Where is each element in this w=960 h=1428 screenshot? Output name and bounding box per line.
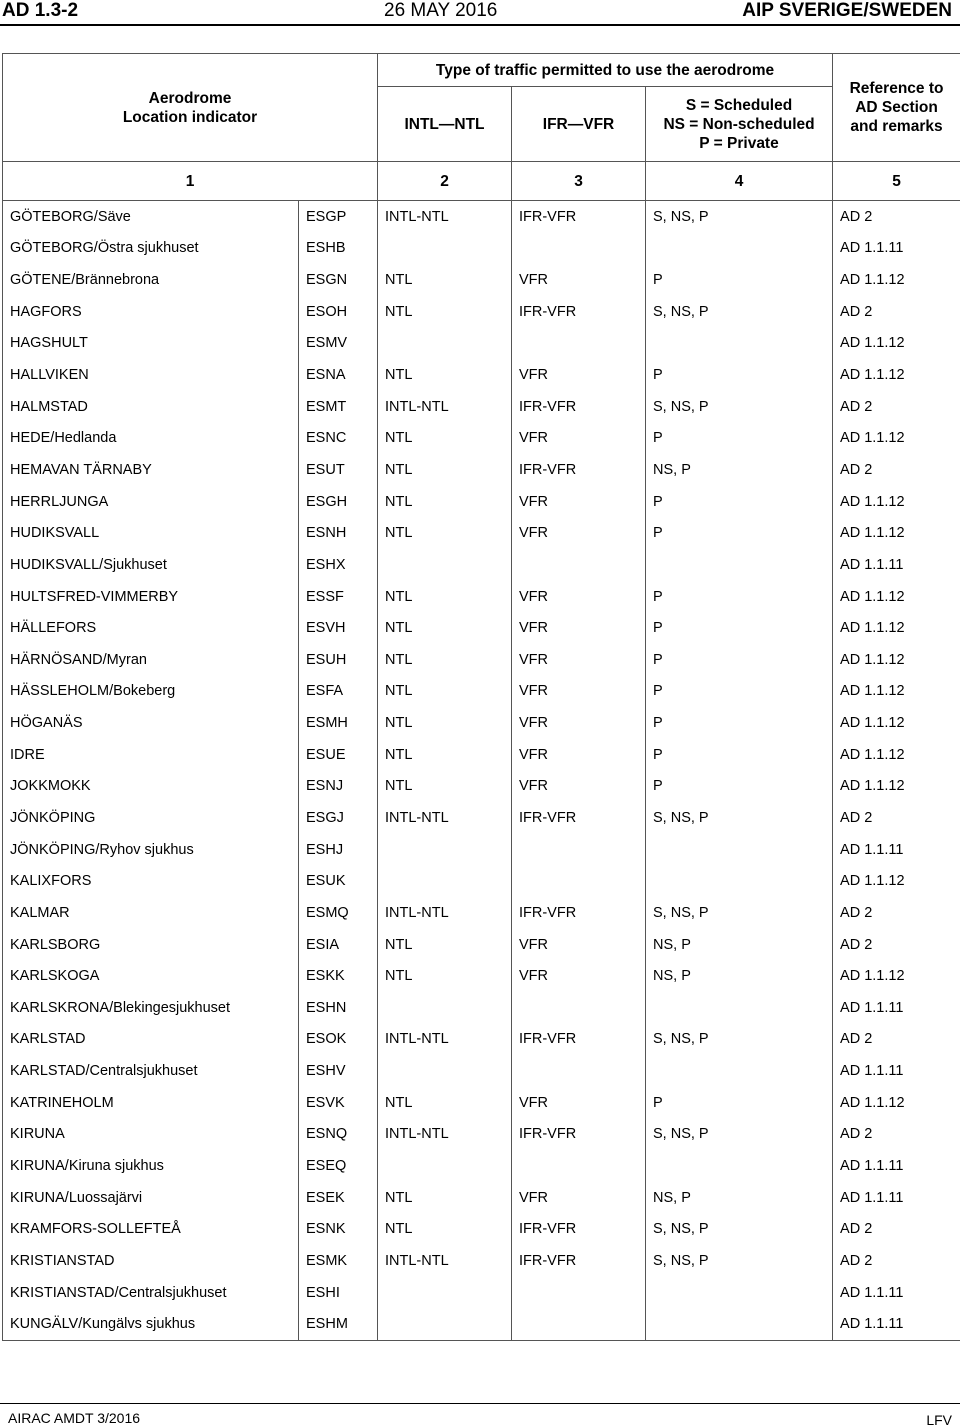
aerodrome-name-cell: HEDE/Hedlanda xyxy=(3,422,299,454)
reference-cell: AD 1.1.12 xyxy=(833,644,960,676)
col3-header: IFR—VFR xyxy=(512,87,646,162)
traffic-type-cell: P xyxy=(646,707,833,739)
location-indicator-cell: ESHV xyxy=(299,1055,378,1087)
location-indicator-cell: ESNH xyxy=(299,517,378,549)
aerodrome-name-cell: KUNGÄLV/Kungälvs sjukhus xyxy=(3,1308,299,1340)
aerodrome-name-cell: HÖGANÄS xyxy=(3,707,299,739)
reference-cell: AD 2 xyxy=(833,1214,960,1246)
col-number-5: 5 xyxy=(833,162,960,201)
table-row xyxy=(3,1182,960,1214)
traffic-type-cell: P xyxy=(646,1087,833,1119)
reference-cell: AD 1.1.12 xyxy=(833,359,960,391)
ifr-vfr-cell: VFR xyxy=(512,707,646,739)
ifr-vfr-cell: VFR xyxy=(512,676,646,708)
traffic-type-cell: P xyxy=(646,359,833,391)
intl-ntl-cell: INTL-NTL xyxy=(378,802,512,834)
reference-cell: AD 1.1.12 xyxy=(833,264,960,296)
ifr-vfr-cell: VFR xyxy=(512,359,646,391)
ifr-vfr-cell: IFR-VFR xyxy=(512,296,646,328)
table-row xyxy=(3,992,960,1024)
reference-cell: AD 1.1.12 xyxy=(833,676,960,708)
traffic-type-cell: S, NS, P xyxy=(646,1119,833,1151)
ifr-vfr-cell: VFR xyxy=(512,644,646,676)
ifr-vfr-cell xyxy=(512,1150,646,1182)
aerodrome-name-cell: GÖTENE/Brännebrona xyxy=(3,264,299,296)
intl-ntl-cell xyxy=(378,233,512,265)
intl-ntl-cell xyxy=(378,865,512,897)
table-row xyxy=(3,1308,960,1340)
intl-ntl-cell: NTL xyxy=(378,359,512,391)
intl-ntl-cell: INTL-NTL xyxy=(378,1245,512,1277)
table-row xyxy=(3,454,960,486)
reference-cell: AD 2 xyxy=(833,1245,960,1277)
aerodrome-name-cell: GÖTEBORG/Säve xyxy=(3,201,299,233)
col1-header-line2: Location indicator xyxy=(122,108,258,126)
intl-ntl-cell: INTL-NTL xyxy=(378,391,512,423)
col5-header-line2: AD Section xyxy=(855,99,938,116)
traffic-type-cell: NS, P xyxy=(646,1182,833,1214)
intl-ntl-cell xyxy=(378,1055,512,1087)
intl-ntl-cell xyxy=(378,1308,512,1340)
col5-header-line1: Reference to xyxy=(849,80,944,97)
location-indicator-cell: ESNC xyxy=(299,422,378,454)
intl-ntl-cell: NTL xyxy=(378,612,512,644)
col4-header xyxy=(646,87,833,162)
intl-ntl-cell: INTL-NTL xyxy=(378,897,512,929)
aerodrome-table xyxy=(2,53,960,1341)
table-row xyxy=(3,929,960,961)
intl-ntl-cell: INTL-NTL xyxy=(378,1119,512,1151)
aerodrome-name-cell: HULTSFRED-VIMMERBY xyxy=(3,581,299,613)
reference-cell: AD 1.1.11 xyxy=(833,1182,960,1214)
reference-cell: AD 1.1.11 xyxy=(833,834,960,866)
col5-header xyxy=(833,54,960,162)
location-indicator-cell: ESHX xyxy=(299,549,378,581)
aerodrome-name-cell: JOKKMOKK xyxy=(3,771,299,803)
location-indicator-cell: ESMH xyxy=(299,707,378,739)
table-row xyxy=(3,707,960,739)
col-number-4: 4 xyxy=(646,162,833,201)
reference-cell: AD 1.1.12 xyxy=(833,328,960,360)
amendment-label: AIRAC AMDT 3/2016 xyxy=(8,1410,141,1426)
table-row xyxy=(3,391,960,423)
reference-cell: AD 1.1.12 xyxy=(833,771,960,803)
traffic-type-cell xyxy=(646,233,833,265)
ifr-vfr-cell: VFR xyxy=(512,739,646,771)
traffic-type-cell: S, NS, P xyxy=(646,296,833,328)
reference-cell: AD 2 xyxy=(833,391,960,423)
table-row xyxy=(3,296,960,328)
traffic-type-cell xyxy=(646,1055,833,1087)
traffic-type-cell: S, NS, P xyxy=(646,391,833,423)
aerodrome-rows xyxy=(3,201,960,1341)
traffic-type-cell xyxy=(646,1277,833,1309)
aerodrome-name-cell: KIRUNA/Luossajärvi xyxy=(3,1182,299,1214)
ifr-vfr-cell xyxy=(512,865,646,897)
publisher-label: LFV xyxy=(926,1412,952,1428)
reference-cell: AD 1.1.11 xyxy=(833,233,960,265)
aerodrome-name-cell: KRAMFORS-SOLLEFTEÅ xyxy=(3,1214,299,1246)
intl-ntl-cell: NTL xyxy=(378,454,512,486)
intl-ntl-cell xyxy=(378,549,512,581)
traffic-type-cell xyxy=(646,834,833,866)
traffic-type-cell: P xyxy=(646,612,833,644)
intl-ntl-cell: NTL xyxy=(378,1182,512,1214)
reference-cell: AD 1.1.12 xyxy=(833,422,960,454)
traffic-type-header: Type of traffic permitted to use the aerodrome xyxy=(378,54,833,87)
aerodrome-name-cell: KARLSTAD/Centralsjukhuset xyxy=(3,1055,299,1087)
col-number-1: 1 xyxy=(3,162,378,201)
reference-cell: AD 2 xyxy=(833,802,960,834)
traffic-type-cell: P xyxy=(646,771,833,803)
location-indicator-cell: ESOH xyxy=(299,296,378,328)
ifr-vfr-cell xyxy=(512,992,646,1024)
publication-date: 26 MAY 2016 xyxy=(384,0,498,21)
ifr-vfr-cell: VFR xyxy=(512,264,646,296)
intl-ntl-cell: NTL xyxy=(378,739,512,771)
table-row xyxy=(3,644,960,676)
ifr-vfr-cell: VFR xyxy=(512,771,646,803)
table-row xyxy=(3,264,960,296)
reference-cell: AD 1.1.12 xyxy=(833,865,960,897)
intl-ntl-cell: NTL xyxy=(378,422,512,454)
intl-ntl-cell: NTL xyxy=(378,929,512,961)
intl-ntl-cell: NTL xyxy=(378,296,512,328)
page-header xyxy=(0,0,960,26)
aerodrome-name-cell: KARLSKOGA xyxy=(3,960,299,992)
aerodrome-name-cell: HALMSTAD xyxy=(3,391,299,423)
location-indicator-cell: ESUT xyxy=(299,454,378,486)
reference-cell: AD 2 xyxy=(833,897,960,929)
reference-cell: AD 2 xyxy=(833,1119,960,1151)
location-indicator-cell: ESHM xyxy=(299,1308,378,1340)
location-indicator-cell: ESKK xyxy=(299,960,378,992)
aerodrome-name-cell: HÄSSLEHOLM/Bokeberg xyxy=(3,676,299,708)
table-row xyxy=(3,834,960,866)
col4-header-line3: P = Private xyxy=(699,134,779,152)
intl-ntl-cell xyxy=(378,1277,512,1309)
intl-ntl-cell: NTL xyxy=(378,1214,512,1246)
location-indicator-cell: ESNK xyxy=(299,1214,378,1246)
reference-cell: AD 1.1.11 xyxy=(833,1150,960,1182)
ifr-vfr-cell xyxy=(512,1308,646,1340)
aerodrome-name-cell: HUDIKSVALL xyxy=(3,517,299,549)
intl-ntl-cell: NTL xyxy=(378,1087,512,1119)
traffic-type-cell: NS, P xyxy=(646,454,833,486)
reference-cell: AD 1.1.11 xyxy=(833,1055,960,1087)
table-row xyxy=(3,612,960,644)
aerodrome-name-cell: KIRUNA/Kiruna sjukhus xyxy=(3,1150,299,1182)
table-row xyxy=(3,1119,960,1151)
traffic-type-cell: S, NS, P xyxy=(646,1024,833,1056)
intl-ntl-cell: NTL xyxy=(378,264,512,296)
table-row xyxy=(3,517,960,549)
location-indicator-cell: ESVH xyxy=(299,612,378,644)
reference-cell: AD 1.1.12 xyxy=(833,612,960,644)
aerodrome-name-cell: JÖNKÖPING xyxy=(3,802,299,834)
location-indicator-cell: ESMV xyxy=(299,328,378,360)
aerodrome-name-cell: KALMAR xyxy=(3,897,299,929)
reference-cell: AD 1.1.11 xyxy=(833,1308,960,1340)
table-row xyxy=(3,581,960,613)
ifr-vfr-cell: IFR-VFR xyxy=(512,201,646,233)
location-indicator-cell: ESNA xyxy=(299,359,378,391)
ifr-vfr-cell xyxy=(512,1277,646,1309)
col4-header-line1: S = Scheduled xyxy=(685,96,793,114)
aerodrome-name-cell: KIRUNA xyxy=(3,1119,299,1151)
traffic-type-cell xyxy=(646,1308,833,1340)
aerodrome-name-cell: IDRE xyxy=(3,739,299,771)
intl-ntl-cell xyxy=(378,992,512,1024)
ifr-vfr-cell xyxy=(512,1055,646,1087)
reference-cell: AD 1.1.12 xyxy=(833,960,960,992)
table-row xyxy=(3,1150,960,1182)
traffic-type-cell: S, NS, P xyxy=(646,802,833,834)
col1-header-line1: Aerodrome xyxy=(148,89,232,107)
col-number-2: 2 xyxy=(378,162,512,201)
traffic-type-cell: P xyxy=(646,581,833,613)
location-indicator-cell: ESHB xyxy=(299,233,378,265)
location-indicator-cell: ESGJ xyxy=(299,802,378,834)
aerodrome-name-cell: KARLSKRONA/Blekingesjukhuset xyxy=(3,992,299,1024)
ifr-vfr-cell: IFR-VFR xyxy=(512,1214,646,1246)
ifr-vfr-cell: IFR-VFR xyxy=(512,897,646,929)
publication-title: AIP SVERIGE/SWEDEN xyxy=(742,0,952,21)
ifr-vfr-cell xyxy=(512,328,646,360)
traffic-type-cell xyxy=(646,549,833,581)
traffic-type-cell: P xyxy=(646,422,833,454)
footer-rule xyxy=(0,1403,960,1404)
ifr-vfr-cell: VFR xyxy=(512,486,646,518)
reference-cell: AD 2 xyxy=(833,454,960,486)
aerodrome-name-cell: KRISTIANSTAD xyxy=(3,1245,299,1277)
table-row xyxy=(3,865,960,897)
col2-header: INTL—NTL xyxy=(378,87,512,162)
table-row xyxy=(3,739,960,771)
intl-ntl-cell: NTL xyxy=(378,486,512,518)
traffic-type-cell xyxy=(646,865,833,897)
location-indicator-cell: ESVK xyxy=(299,1087,378,1119)
aerodrome-name-cell: KARLSTAD xyxy=(3,1024,299,1056)
reference-cell: AD 1.1.11 xyxy=(833,992,960,1024)
intl-ntl-cell: INTL-NTL xyxy=(378,1024,512,1056)
location-indicator-cell: ESGP xyxy=(299,201,378,233)
table-row xyxy=(3,960,960,992)
location-indicator-cell: ESOK xyxy=(299,1024,378,1056)
traffic-type-cell: NS, P xyxy=(646,960,833,992)
reference-cell: AD 1.1.11 xyxy=(833,1277,960,1309)
header-rule xyxy=(0,24,960,26)
location-indicator-cell: ESHN xyxy=(299,992,378,1024)
location-indicator-cell: ESMT xyxy=(299,391,378,423)
location-indicator-cell: ESSF xyxy=(299,581,378,613)
traffic-type-cell: P xyxy=(646,486,833,518)
ifr-vfr-cell: IFR-VFR xyxy=(512,802,646,834)
aerodrome-name-cell: KARLSBORG xyxy=(3,929,299,961)
table-row xyxy=(3,1214,960,1246)
ifr-vfr-cell: VFR xyxy=(512,1182,646,1214)
table-row xyxy=(3,1087,960,1119)
aerodrome-name-cell: HUDIKSVALL/Sjukhuset xyxy=(3,549,299,581)
reference-cell: AD 1.1.12 xyxy=(833,486,960,518)
intl-ntl-cell: INTL-NTL xyxy=(378,201,512,233)
aerodrome-name-cell: HÄLLEFORS xyxy=(3,612,299,644)
traffic-type-cell: S, NS, P xyxy=(646,1245,833,1277)
col4-header-line2: NS = Non-scheduled xyxy=(663,115,815,133)
traffic-type-cell: S, NS, P xyxy=(646,897,833,929)
ifr-vfr-cell: IFR-VFR xyxy=(512,391,646,423)
traffic-type-cell: P xyxy=(646,739,833,771)
location-indicator-cell: ESHI xyxy=(299,1277,378,1309)
table-row xyxy=(3,328,960,360)
traffic-type-cell: P xyxy=(646,676,833,708)
aerodrome-name-cell: HAGFORS xyxy=(3,296,299,328)
aerodrome-name-cell: HEMAVAN TÄRNABY xyxy=(3,454,299,486)
table-row xyxy=(3,676,960,708)
ifr-vfr-cell: IFR-VFR xyxy=(512,454,646,486)
col1-header xyxy=(3,54,378,162)
ifr-vfr-cell xyxy=(512,834,646,866)
traffic-type-cell: P xyxy=(646,644,833,676)
location-indicator-cell: ESUK xyxy=(299,865,378,897)
table-row xyxy=(3,201,960,233)
aerodrome-name-cell: KALIXFORS xyxy=(3,865,299,897)
location-indicator-cell: ESGH xyxy=(299,486,378,518)
intl-ntl-cell: NTL xyxy=(378,707,512,739)
table-row xyxy=(3,897,960,929)
table-row xyxy=(3,1055,960,1087)
reference-cell: AD 1.1.12 xyxy=(833,739,960,771)
aerodrome-name-cell: HAGSHULT xyxy=(3,328,299,360)
reference-cell: AD 2 xyxy=(833,201,960,233)
aerodrome-name-cell: JÖNKÖPING/Ryhov sjukhus xyxy=(3,834,299,866)
aerodrome-name-cell: KRISTIANSTAD/Centralsjukhuset xyxy=(3,1277,299,1309)
ifr-vfr-cell: VFR xyxy=(512,517,646,549)
location-indicator-cell: ESNQ xyxy=(299,1119,378,1151)
intl-ntl-cell: NTL xyxy=(378,581,512,613)
location-indicator-cell: ESEQ xyxy=(299,1150,378,1182)
ifr-vfr-cell: VFR xyxy=(512,929,646,961)
table-row xyxy=(3,1277,960,1309)
table-row xyxy=(3,359,960,391)
aerodrome-table-container xyxy=(2,53,960,1374)
location-indicator-cell: ESHJ xyxy=(299,834,378,866)
ifr-vfr-cell xyxy=(512,549,646,581)
aerodrome-name-cell: HÄRNÖSAND/Myran xyxy=(3,644,299,676)
aerodrome-name-cell: KATRINEHOLM xyxy=(3,1087,299,1119)
table-row xyxy=(3,422,960,454)
intl-ntl-cell: NTL xyxy=(378,676,512,708)
location-indicator-cell: ESUH xyxy=(299,644,378,676)
intl-ntl-cell: NTL xyxy=(378,771,512,803)
ifr-vfr-cell: VFR xyxy=(512,581,646,613)
reference-cell: AD 2 xyxy=(833,296,960,328)
traffic-type-cell: P xyxy=(646,264,833,296)
reference-cell: AD 2 xyxy=(833,1024,960,1056)
ifr-vfr-cell: VFR xyxy=(512,960,646,992)
col-number-3: 3 xyxy=(512,162,646,201)
ifr-vfr-cell: IFR-VFR xyxy=(512,1119,646,1151)
aerodrome-name-cell: GÖTEBORG/Östra sjukhuset xyxy=(3,233,299,265)
ifr-vfr-cell: VFR xyxy=(512,422,646,454)
location-indicator-cell: ESFA xyxy=(299,676,378,708)
aerodrome-name-cell: HALLVIKEN xyxy=(3,359,299,391)
intl-ntl-cell: NTL xyxy=(378,960,512,992)
reference-cell: AD 1.1.12 xyxy=(833,707,960,739)
traffic-type-cell xyxy=(646,1150,833,1182)
ifr-vfr-cell: VFR xyxy=(512,1087,646,1119)
ifr-vfr-cell xyxy=(512,233,646,265)
reference-cell: AD 1.1.12 xyxy=(833,1087,960,1119)
location-indicator-cell: ESIA xyxy=(299,929,378,961)
table-row xyxy=(3,771,960,803)
intl-ntl-cell xyxy=(378,328,512,360)
traffic-type-cell: S, NS, P xyxy=(646,1214,833,1246)
table-row xyxy=(3,1024,960,1056)
ifr-vfr-cell: VFR xyxy=(512,612,646,644)
ifr-vfr-cell: IFR-VFR xyxy=(512,1024,646,1056)
location-indicator-cell: ESNJ xyxy=(299,771,378,803)
intl-ntl-cell: NTL xyxy=(378,644,512,676)
traffic-type-cell: P xyxy=(646,517,833,549)
table-row xyxy=(3,486,960,518)
aerodrome-name-cell: HERRLJUNGA xyxy=(3,486,299,518)
page-number: AD 1.3-2 xyxy=(2,0,79,21)
table-row xyxy=(3,233,960,265)
table-row xyxy=(3,1245,960,1277)
intl-ntl-cell: NTL xyxy=(378,517,512,549)
traffic-type-cell xyxy=(646,992,833,1024)
col5-header-line3: and remarks xyxy=(850,118,943,135)
location-indicator-cell: ESEK xyxy=(299,1182,378,1214)
traffic-type-cell xyxy=(646,328,833,360)
reference-cell: AD 1.1.11 xyxy=(833,549,960,581)
traffic-type-cell: NS, P xyxy=(646,929,833,961)
intl-ntl-cell xyxy=(378,1150,512,1182)
location-indicator-cell: ESUE xyxy=(299,739,378,771)
traffic-type-cell: S, NS, P xyxy=(646,201,833,233)
location-indicator-cell: ESMK xyxy=(299,1245,378,1277)
location-indicator-cell: ESGN xyxy=(299,264,378,296)
table-row xyxy=(3,549,960,581)
ifr-vfr-cell: IFR-VFR xyxy=(512,1245,646,1277)
intl-ntl-cell xyxy=(378,834,512,866)
reference-cell: AD 1.1.12 xyxy=(833,581,960,613)
location-indicator-cell: ESMQ xyxy=(299,897,378,929)
table-row xyxy=(3,802,960,834)
reference-cell: AD 2 xyxy=(833,929,960,961)
reference-cell: AD 1.1.12 xyxy=(833,517,960,549)
